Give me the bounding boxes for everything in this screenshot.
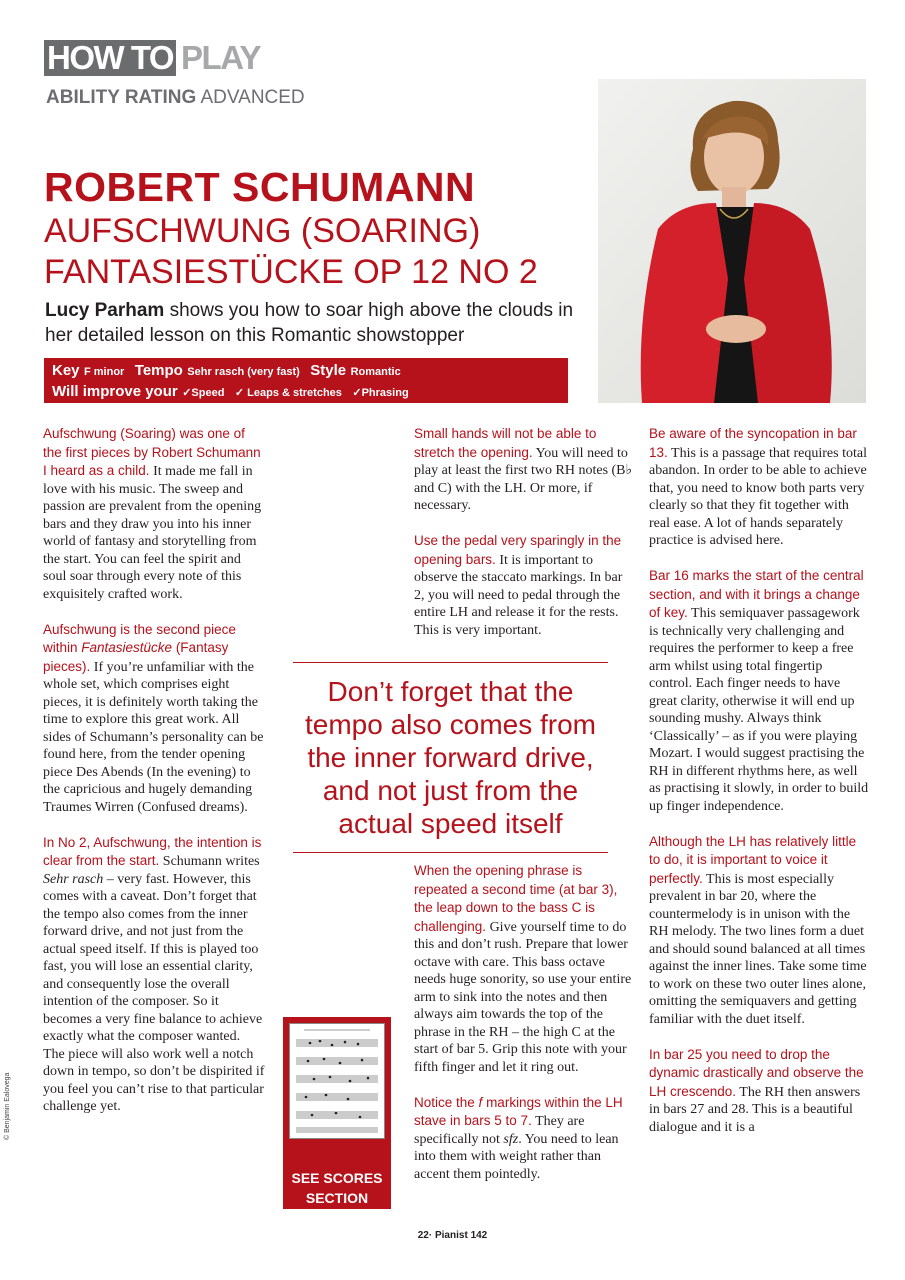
paragraph-lead: Be aware of the syncopation in bar 13. (649, 426, 857, 460)
lead-text: Aufschwung is the second piece within (43, 621, 236, 655)
body-column-1 (43, 425, 265, 1133)
footer-separator: · (428, 1230, 435, 1241)
photo-credit: © Benjamin Ealovega (4, 1072, 11, 1140)
standfirst-text: shows you how to soar high above the clouds in her detailed lesson on this Romantic showstopper (45, 300, 574, 346)
paragraph-body: This is most especially prevalent in bar 20, where the countermelody is in unison with the RH melody. The two lines form a duet and should sound balanced at all times against the inner lines. Take some time to work on these two outer lines alone, omitting the semiquavers and getting familiar with the duet itself. (649, 871, 867, 1027)
paragraph-lead: Small hands will not be able to stretch the opening. (414, 426, 597, 460)
ability-label: ABILITY RATING (46, 87, 197, 108)
lead-text: markings within the LH stave in bars 5 to 7. (414, 1094, 623, 1128)
sheet-music-icon (290, 1024, 384, 1138)
author-name: Lucy Parham (45, 300, 165, 321)
lead-italic: f (478, 1094, 483, 1110)
paragraph (414, 425, 636, 515)
paragraph (43, 834, 265, 1116)
paragraph-body: Schumann writes (159, 854, 260, 869)
page-number: 22 (417, 1230, 429, 1241)
paragraph-italic: sfz (503, 1131, 519, 1147)
improve-label: Will improve your (52, 383, 178, 400)
paragraph-lead (414, 1095, 623, 1129)
paragraph (414, 1094, 636, 1184)
improve-leaps: ✓ Leaps & stretches (234, 387, 342, 399)
paragraph-lead: Use the pedal very sparingly in the opening bars. (414, 533, 622, 567)
ability-rating (46, 87, 305, 109)
paragraph-lead: Although the LH has relatively little to do, it is important to voice it perfectly. (649, 833, 857, 886)
pull-quote: Don’t forget that the tempo also comes from the inner forward drive, and not just from the actual speed itself (293, 662, 608, 853)
magazine-name: Pianist (434, 1230, 468, 1241)
paragraph-body: This semiquaver passagework is technically very challenging and requires the performer to keep a free arm whilst using total fingertip control. Each finger needs to have great clarity, otherwise it will end up sounding mushy. Always think ‘Classically’ – as if you were playing Mozart. I would suggest practising the RH in different rhythms here, as well as practising it slowly, in order to build up finger independence. (649, 606, 869, 814)
paragraph-body: The RH then answers in bars 27 and 28. This is a beautiful dialogue and it is a (649, 1084, 861, 1135)
composer-title: ROBERT SCHUMANN (44, 164, 476, 210)
paragraph-lead: Bar 16 marks the start of the central section, and with it brings a change of key. (649, 568, 864, 620)
standfirst (45, 298, 590, 348)
paragraph-lead: In bar 25 you need to drop the dynamic drastically and observe the LH crescendo. (649, 1046, 864, 1099)
paragraph (649, 833, 869, 1029)
paragraph (414, 532, 636, 639)
key-value: F minor (83, 366, 125, 378)
lead-italic: Fantasiestücke (81, 640, 173, 655)
style-value: Romantic (350, 366, 401, 378)
see-scores-label (283, 1168, 391, 1208)
body-column-2 (414, 425, 636, 657)
tempo-label: Tempo (134, 362, 183, 379)
lead-text: (Fantasy pieces). (43, 640, 229, 674)
section-label (44, 40, 260, 76)
tempo-value: Sehr rasch (very fast) (187, 366, 300, 378)
paragraph-body: Give yourself time to do this and don’t rush. Prepare that lower octave with care. This bass octave needs huge sonority, so use your entire arm to sink into the notes and then always aim towards the top of the phrase in the RH – the high C at the start of bar 5. Grip this note with your fifth finger and let it ring out. (414, 919, 632, 1075)
see-scores-panel[interactable] (283, 1017, 391, 1209)
info-row-2 (52, 382, 560, 403)
improve-phrasing: ✓Phrasing (352, 387, 409, 399)
paragraph (43, 621, 265, 817)
body-column-3 (649, 425, 869, 1154)
how-to-label: HOW TO (44, 40, 176, 76)
issue-number: 142 (470, 1230, 488, 1241)
paragraph-body: If you’re unfamiliar with the whole set, which comprises eight pieces, it is definitely worth taking the time to explore this great work. All sides of Schumann’s personality can be found here, from the tender opening piece Des Abends (In the evening) to the capricious and hugely demanding Traumes Wirren (Confused dreams). (43, 659, 264, 815)
key-label: Key (52, 362, 80, 379)
paragraph (414, 862, 636, 1076)
photo-illustration (598, 79, 866, 403)
body-column-2-lower (414, 862, 636, 1201)
see-scores-line1: SEE SCORES (291, 1170, 383, 1186)
paragraph-italic: Sehr rasch (43, 871, 104, 887)
ability-value: ADVANCED (200, 87, 305, 108)
info-row-1 (52, 361, 560, 382)
paragraph-body: It is important to observe the staccato markings. In bar 2, you will need to pedal through the entire LH and release it for the rests. This is very important. (414, 552, 623, 638)
author-photo (598, 79, 866, 403)
paragraph-body: It made me fall in love with his music. The sweep and passion are prevalent from the opening bars and they draw you into his inner world of fantasy and storytelling from the start. You can feel the spirit and soul soar through every note of this exquisitely crafted work. (43, 464, 262, 602)
paragraph-lead: In No 2, Aufschwung, the intention is clear from the start. (43, 834, 262, 868)
paragraph (649, 567, 869, 815)
work-title-line2: FANTASIESTÜCKE OP 12 NO 2 (44, 253, 538, 291)
see-scores-line2: SECTION (305, 1190, 369, 1206)
piece-info-box (44, 358, 568, 403)
paragraph-body: – very fast. However, this comes with a caveat. Don’t forget that the tempo also comes from the inner forward drive, and not just from the actual speed itself. If this is played too fast, you will lose an essential clarity, and consequently lose the overall intention of the composer. So it becomes a very fine balance to achieve exactly what the composer wanted. The piece will also work well a notch down in tempo, so don’t be dispirited if you feel you can’t rise to that particular challenge yet. (43, 871, 265, 1114)
lead-text: Notice the (414, 1094, 479, 1110)
paragraph-body: . You need to lean into them with weight rather than accent them pointedly. (414, 1131, 619, 1182)
play-label: PLAY (181, 39, 261, 76)
paragraph-body: You will need to play at least the first two RH notes (B♭ and C) with the LH. Or more, if necessary. (414, 445, 633, 513)
work-title-line1: AUFSCHWUNG (SOARING) (44, 212, 481, 250)
paragraph-body: This is a passage that requires total abandon. In order to be able to achieve that, you need to know both parts very clearly so that they fit together with real ease. A lot of hands separately practice is advised here. (649, 445, 867, 548)
page-footer (0, 1230, 905, 1241)
improve-speed: ✓Speed (182, 387, 225, 399)
paragraph (649, 1046, 869, 1137)
paragraph (649, 425, 869, 550)
score-thumbnail (289, 1023, 385, 1139)
style-label: Style (310, 362, 347, 379)
paragraph-lead: When the opening phrase is repeated a second time (at bar 3), the leap down to the bass C is challenging. (414, 863, 618, 934)
paragraph-body: They are specifically not (414, 1114, 585, 1147)
paragraph (43, 425, 265, 603)
paragraph-lead: Aufschwung (Soaring) was one of the first pieces by Robert Schumann I heard as a child. (43, 426, 261, 478)
